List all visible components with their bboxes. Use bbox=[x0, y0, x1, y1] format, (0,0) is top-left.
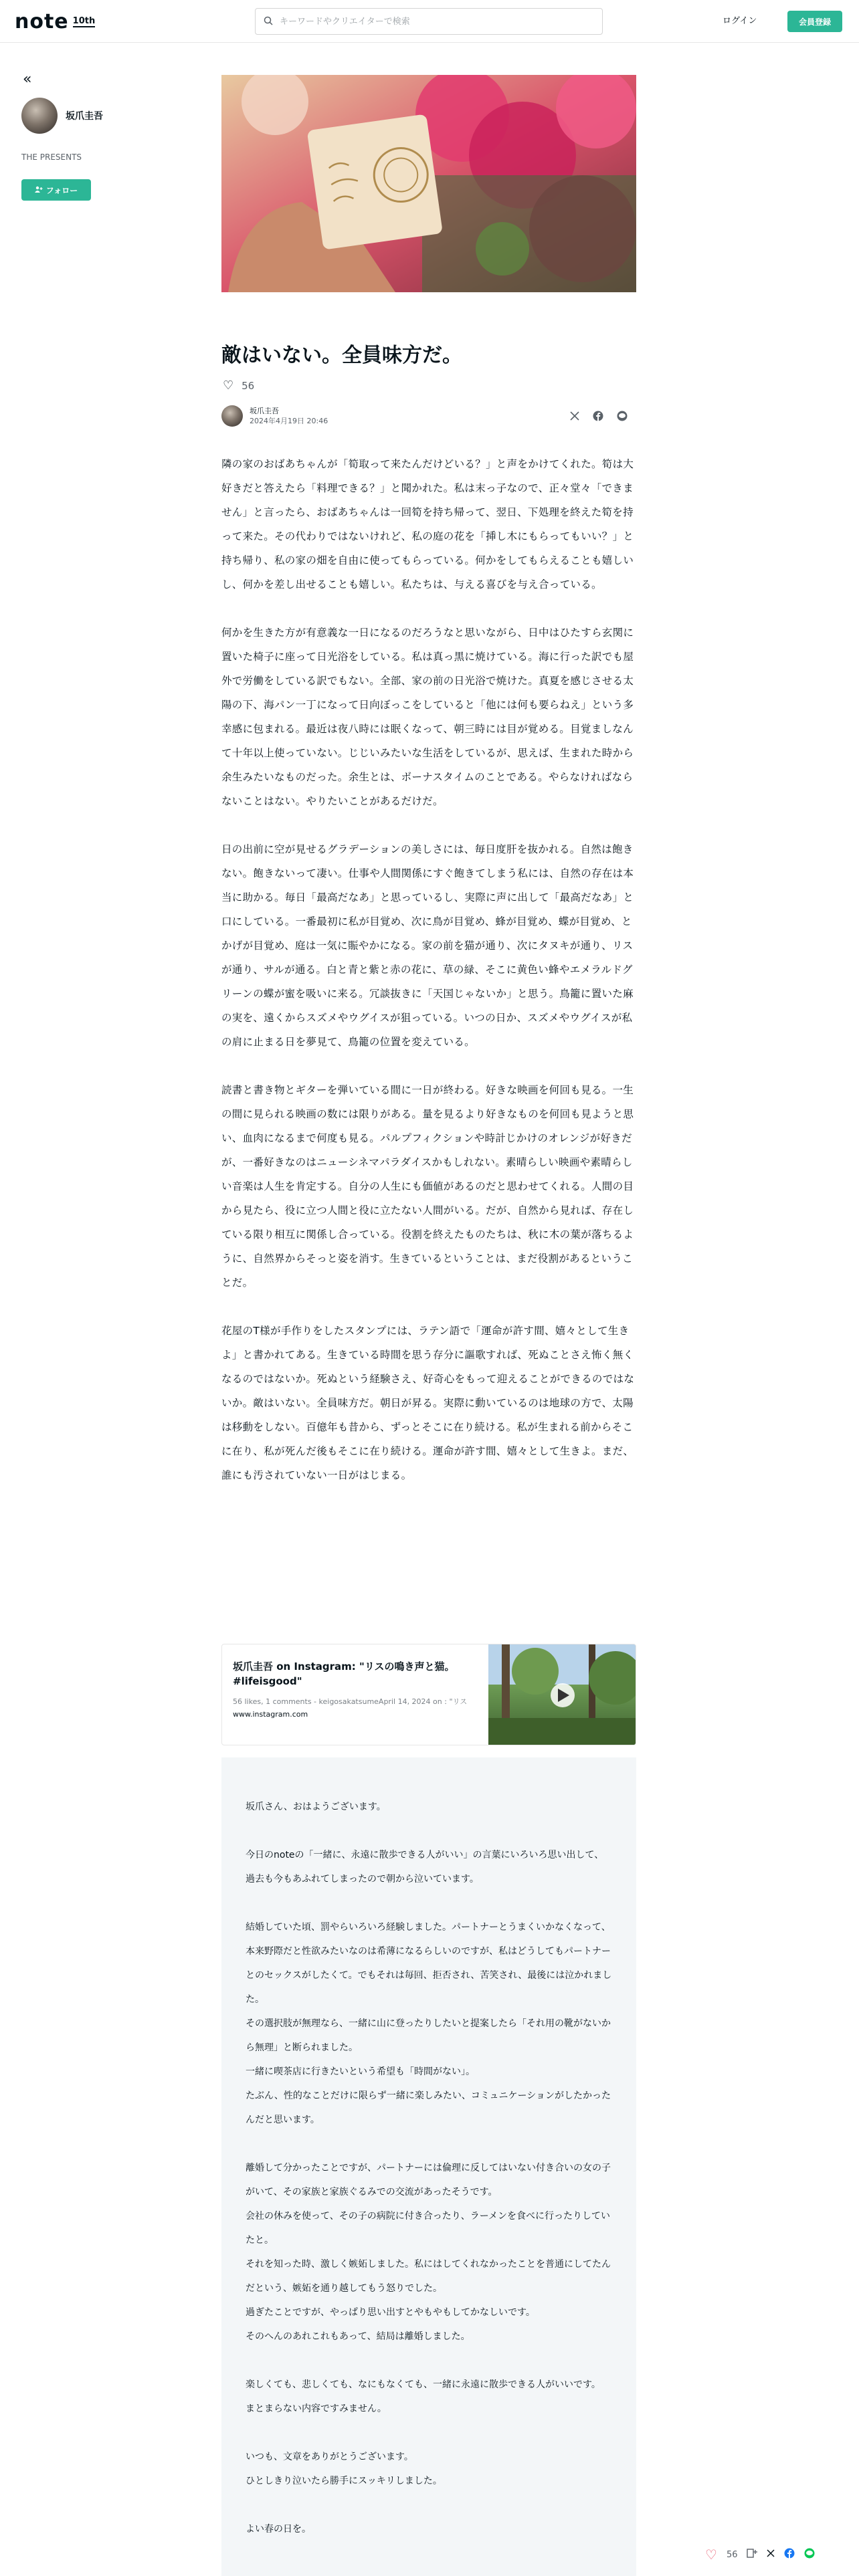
body-paragraph: 日の出前に空が見せるグラデーションの美しさには、毎日度肝を抜かれる。自然は飽きない。飽きないって凄い。仕事や人間関係にすぐ飽きてしまう私には、自然の存在は本当に助かる。毎日「最高だなあ」と思っているし、実際に声に出して「最高だなあ」と口にしている。一番最初に私が目覚め、次に鳥が目覚め、蜂が目覚め、蝶が目覚め、とかげが目覚め、庭は一気に賑やかになる。家の前を猫が通り、次にタヌキが通り、リスが通り、サルが通る。白と青と紫と赤の花に、草の緑、そこに黄色い蜂やエメラルドグリーンの蝶が蜜を吸いに来る。冗談抜きに「天国じゃないか」と思う。鳥籠に置いた麻の実を、遠くからスズメやウグイスが狙っている。いつの日か、スズメやウグイスが私の肩に止まる日を夢見て、鳥籠の位置を変えている。 bbox=[221, 843, 634, 1048]
logo-anniversary-badge: 10th bbox=[72, 16, 96, 26]
author-info[interactable] bbox=[221, 405, 328, 427]
comment-paragraph: 坂爪さん、おはようございます。 bbox=[246, 1802, 386, 1812]
person-add-icon bbox=[35, 186, 43, 195]
line-share-icon[interactable] bbox=[617, 411, 628, 421]
avatar[interactable] bbox=[21, 98, 58, 134]
comment-paragraph: いつも、文章をありがとうございます。 ひとしきり泣いたら勝手にスッキリしました。 bbox=[246, 2452, 442, 2486]
embed-url: www.instagram.com bbox=[233, 1710, 308, 1719]
avatar[interactable] bbox=[221, 405, 243, 427]
search-box[interactable] bbox=[255, 8, 603, 35]
like-count[interactable] bbox=[223, 379, 254, 393]
author-name[interactable]: 坂爪圭吾 bbox=[250, 407, 279, 415]
magazine-add-icon[interactable] bbox=[747, 2548, 757, 2561]
action-like-count: 56 bbox=[726, 2549, 738, 2560]
note-logo[interactable] bbox=[15, 12, 95, 32]
body-paragraph: 何かを生きた方が有意義な一日になるのだろうなと思いながら、日中はひたすら玄関に置いた椅子に座って日光浴をしている。私は真っ黒に焼けている。海に行った訳でも屋外で労働をしている訳でもない。全部、家の前の日光浴で焼けた。真夏を感じさせる太陽の下、海パン一丁になって日向ぼっこをしていると「他には何も要らねえ」という多幸感に包まれる。最近は夜八時には眠くなって、朝三時には目が覚める。目覚ましなんて十年以上使っていない。じじいみたいな生活をしているが、思えば、生まれた時から余生みたいなものだった。余生とは、ボーナスタイムのことである。やらなければならないことはない。やりたいことがあるだけだ。 bbox=[221, 627, 634, 807]
embed-description: 56 likes, 1 comments - keigosakatsumeApril 14, 2024 on : "リス bbox=[233, 1697, 468, 1706]
follow-label: フォロー bbox=[45, 185, 78, 195]
signup-button[interactable]: 会員登録 bbox=[787, 11, 842, 32]
facebook-share-icon[interactable] bbox=[593, 411, 603, 421]
site-header bbox=[0, 0, 859, 43]
search-icon bbox=[264, 15, 273, 28]
quoted-comment bbox=[221, 1757, 636, 2576]
share-buttons bbox=[570, 411, 628, 421]
comment-paragraph: 楽しくても、悲しくても、なにもなくても、一緒に永遠に散歩できる人がいいです。 まとまらない内容ですみません。 bbox=[246, 2379, 601, 2414]
hero-image bbox=[221, 75, 636, 292]
floating-action-bar bbox=[705, 2547, 815, 2563]
magazine-link[interactable]: THE PRESENTS bbox=[21, 152, 82, 162]
line-share-icon[interactable] bbox=[804, 2548, 815, 2561]
comment-paragraph: よい春の日を。 bbox=[246, 2524, 311, 2535]
login-link[interactable]: ログイン bbox=[723, 16, 757, 26]
play-icon bbox=[551, 1683, 575, 1707]
comment-paragraph: 結婚していた頃、罰やらいろいろ経験しました。パートナーとうまくいかなくなって、本来野際だと性欲みたいなのは希薄になるらしいのですが、私はどうしてもパートナーとのセックスがしたくて。でもそれは毎回、拒否され、苦笑され、最後には泣かれました。 その選択肢が無理なら、一緒に山に登ったりしたいと提案したら「それ用の靴がないから無理」と断られました。 一緒に喫茶店に行きたいという希望も「時間がない」。 たぶん、性的なことだけに限らず一緒に楽しみたい、コミュニケーションがしたかったんだと思います。 bbox=[246, 1922, 612, 2125]
comment-paragraph: 今日のnoteの「一緒に、永遠に散歩できる人がいい」の言葉にいろいろ思い出して、過去も今もあふれてしまったので朝から泣いています。 bbox=[246, 1850, 604, 1885]
body-paragraph: 隣の家のおばあちゃんが「筍取って来たんだけどいる？」と声をかけてくれた。筍は大好きだと答えたら「料理できる？」と聞かれた。私は末っ子なので、正々堂々「できません」と言ったら、おばあちゃんは一回筍を持ち帰って、翌日、下処理を終えた筍を持って来た。その代わりではないけれど、私の庭の花を「挿し木にもらってもいい？」と持ち帰り、私の家の畑を自由に使ってもらっている。何かをしてもらえることも嬉しいし、何かを差し出せることも嬉しい。私たちは、与える喜びを与え合っている。 bbox=[221, 458, 634, 591]
body-paragraph: 読書と書き物とギターを弾いている間に一日が終わる。好きな映画を何回も見る。一生の間に見られる映画の数には限りがある。量を見るより好きなものを何回も見ようと思い、血肉になるまで何度も見る。パルプフィクションや時計じかけのオレンジが好きだが、一番好きなのはニューシネマパラダイスかもしれない。素晴らしい映画や素晴らしい音楽は人生を肯定する。自分の人生にも価値があるのだと思わせてくれる。人間の目から見たら、役に立つ人間と役に立たない人間がいる。だが、自然から見れば、存在している限り相互に関係し合っている。役割を終えたものたちは、秋に木の葉が落ちるように、自然界からそっと姿を消す。生きているということは、まだ役割があるということだ。 bbox=[221, 1084, 634, 1289]
heart-icon[interactable]: ♡ bbox=[223, 379, 234, 393]
follow-button[interactable] bbox=[21, 179, 91, 201]
collapse-sidebar-icon[interactable]: « bbox=[23, 71, 32, 88]
embed-title: 坂爪圭吾 on Instagram: "リスの鳴き声と猫。#lifeisgood" bbox=[233, 1660, 455, 1687]
search-input[interactable] bbox=[280, 17, 587, 27]
article-title: 敵はいない。全員味方だ。 bbox=[221, 344, 462, 367]
publish-date: 2024年4月19日 20:46 bbox=[250, 417, 328, 425]
creator-name[interactable]: 坂爪圭吾 bbox=[66, 111, 103, 122]
x-share-icon[interactable] bbox=[570, 411, 579, 421]
x-share-icon[interactable] bbox=[767, 2549, 775, 2560]
comment-paragraph: 離婚して分かったことですが、パートナーには倫理に反してはいない付き合いの女の子がいて、その家族と家族ぐるみでの交流があったそうです。 会社の休みを使って、その子の病院に付き合ったり、ラーメンを食べに行ったりしていたと。 それを知った時、激しく嫉妬しました。私にはしてくれなかったことを普通にしてたんだという、嫉妬を通り越してもう怒りでした。 過ぎたことですが、やっぱり思い出すとやもやもしてかなしいです。 そのへんのあれこれもあって、結局は離婚しました。 bbox=[246, 2163, 611, 2342]
like-heart-icon[interactable]: ♡ bbox=[705, 2547, 717, 2563]
like-count-value: 56 bbox=[242, 379, 255, 392]
facebook-share-icon[interactable] bbox=[784, 2548, 795, 2561]
body-paragraph: 花屋のT様が手作りをしたスタンプには、ラテン語で「運命が許す間、嬉々として生きよ」と書かれてある。生きている時間を思う存分に謳歌すれば、死ぬことさえ怖く無くなるのではないか。死ぬという経験さえ、好奇心をもって迎えることができるのではないか。敵はいない。全員味方だ。朝日が昇る。実際に動いているのは地球の方で、太陽は移動をしない。百億年も昔から、ずっとそこに在り続ける。私が生まれる前からそこに在り、私が死んだ後もそこに在り続ける。運命が許す間、嬉々として生きよ。まだ、誰にも汚されていない一日がはじまる。 bbox=[221, 1325, 635, 1481]
creator-profile[interactable] bbox=[21, 98, 103, 134]
embed-thumbnail bbox=[488, 1644, 636, 1745]
logo-text: note bbox=[15, 10, 69, 33]
instagram-embed-card[interactable] bbox=[221, 1644, 636, 1745]
article-body bbox=[221, 452, 636, 1511]
